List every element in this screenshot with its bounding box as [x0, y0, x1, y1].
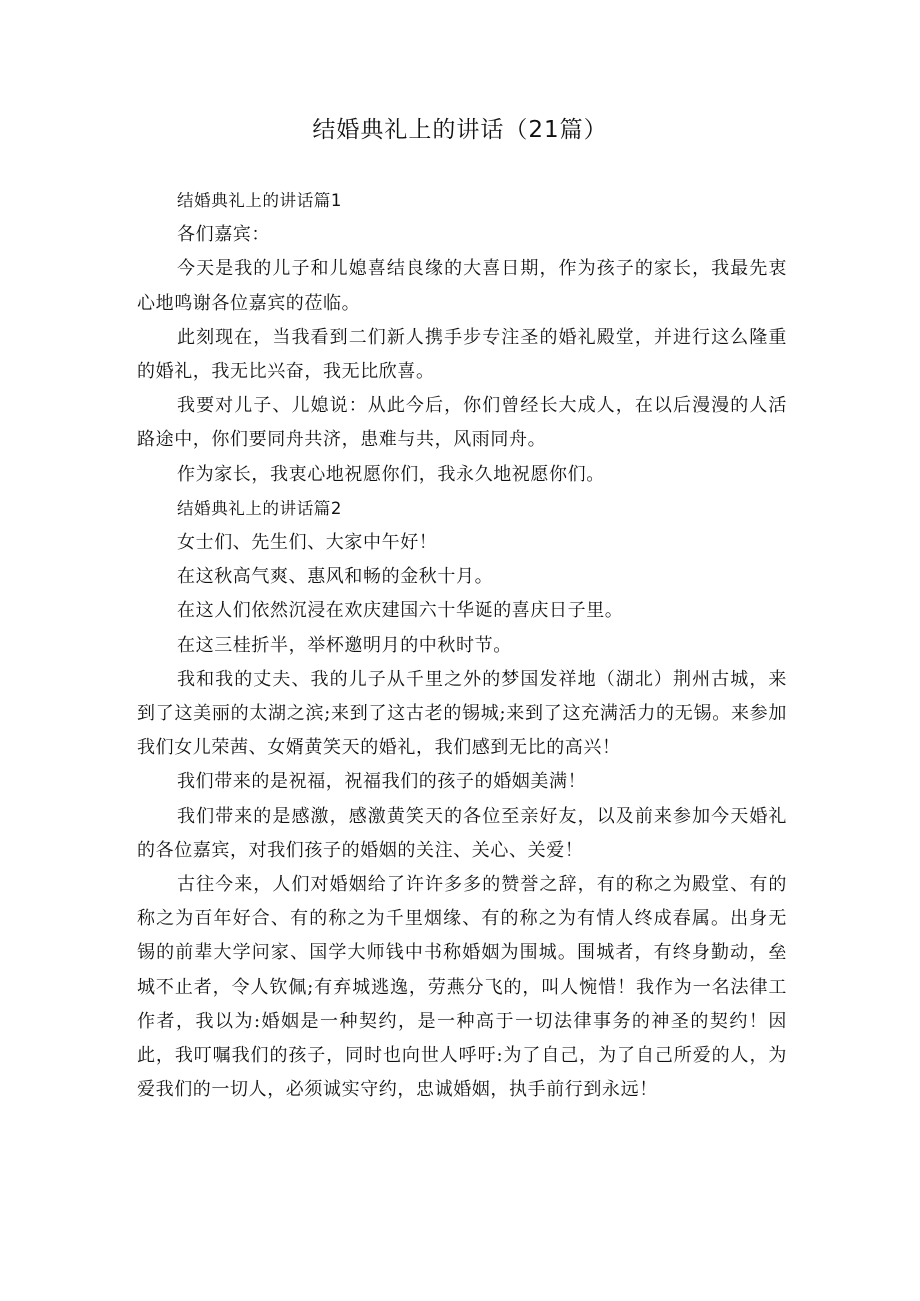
- paragraph: 今天是我的儿子和儿媳喜结良缘的大喜日期，作为孩子的家长，我最先衷心地鸣谢各位嘉宾的莅临。: [137, 258, 787, 314]
- section-heading: 结婚典礼上的讲话篇1: [177, 191, 342, 210]
- paragraph: 女士们、先生们、大家中午好！: [177, 532, 438, 554]
- paragraph: 我要对儿子、儿媳说：从此今后，你们曾经长大成人，在以后漫漫的人活路途中，你们要同舟共济，患难与共，风雨同舟。: [137, 395, 787, 451]
- paragraph: 在这三桂折半，举杯邀明月的中秋时节。: [177, 634, 512, 656]
- paragraph: 在这秋高气爽、惠风和畅的金秋十月。: [177, 566, 494, 588]
- section-heading: 结婚典礼上的讲话篇2: [177, 498, 342, 518]
- paragraph: 各们嘉宾：: [177, 224, 270, 246]
- paragraph: 我们带来的是祝福，祝福我们的孩子的婚姻美满！: [177, 771, 587, 793]
- paragraph: 在这人们依然沉浸在欢庆建国六十华诞的喜庆日子里。: [177, 600, 624, 622]
- paragraph: 我和我的丈夫、我的儿子从千里之外的梦国发祥地（湖北）荆州古城，来到了这美丽的太湖之滨;来到了这古老的锡城;来到了这充满活力的无锡。来参加我们女儿荣茜、女婿黄笑天的婚礼，我们感到无比的高兴！: [137, 668, 787, 759]
- paragraph: 此刻现在，当我看到二们新人携手步专注圣的婚礼殿堂，并进行这么隆重的婚礼，我无比兴奋，我无比欣喜。: [137, 326, 787, 383]
- paragraph: 作为家长，我衷心地祝愿你们，我永久地祝愿你们。: [177, 463, 605, 485]
- paragraph: 古往今来，人们对婚姻给了许许多多的赞誉之辞，有的称之为殿堂、有的称之为百年好合、有的称之为千里烟缘、有的称之为有情人终成春属。出身无锡的前辈大学问家、国学大师钱中书称婚姻为围城。围城者，有终身勤动，垒城不止者，令人钦佩;有弃城逃逸，劳燕分飞的，叫人惋惜！我作为一名法律工作者，我以为:婚姻是一种契约，是一种高于一切法律事务的神圣的契约！因此，我叮嘱我们的孩子，同时也向世人呼吁:为了自己，为了自己所爱的人，为爱我们的一切人，必须诚实守约，忠诚婚姻，执手前行到永远！: [137, 874, 787, 1101]
- document-body: [137, 184, 787, 1107]
- paragraph: 我们带来的是感激，感激黄笑天的各位至亲好友，以及前来参加今天婚礼的各位嘉宾，对我们孩子的婚姻的关注、关心、关爱！: [137, 805, 787, 861]
- document-title: 结婚典礼上的讲话（21篇）: [312, 117, 608, 143]
